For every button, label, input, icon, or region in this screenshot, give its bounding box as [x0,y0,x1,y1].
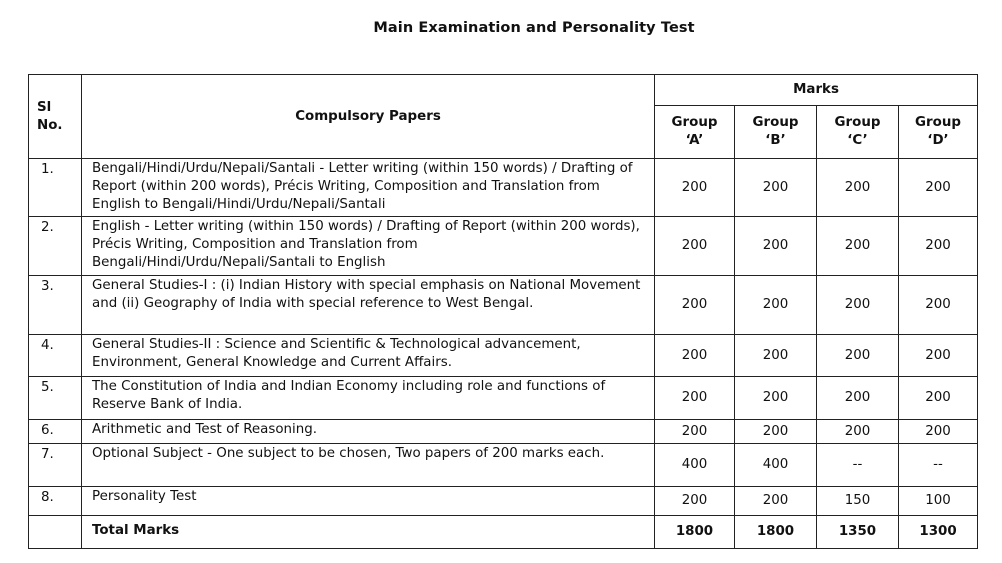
row-mark-group-a: 200 [655,377,735,420]
row-paper: Optional Subject - One subject to be chosen, Two papers of 200 marks each. [82,444,655,487]
table-row [29,420,978,444]
row-sl-no: 2. [29,217,82,276]
table-row [29,444,978,487]
group-b-header [735,106,817,159]
row-mark-group-b: 200 [735,217,817,276]
page-title: Main Examination and Personality Test [373,20,695,36]
sl-no-header [29,75,82,159]
table-row [29,377,978,420]
total-mark-group-a: 1800 [655,516,735,549]
table-row [29,335,978,377]
row-mark-group-a: 200 [655,420,735,444]
row-sl-no: 8. [29,487,82,516]
row-sl-no: 4. [29,335,82,377]
row-paper: General Studies-I : (i) Indian History with special emphasis on National Movement and (ii) Geography of India with special reference to West Bengal. [82,276,655,335]
group-a-header [655,106,735,159]
row-mark-group-c: 200 [817,377,899,420]
row-mark-group-a: 200 [655,335,735,377]
row-mark-group-b: 200 [735,487,817,516]
row-mark-group-d: 200 [899,276,978,335]
row-mark-group-d: 200 [899,377,978,420]
row-mark-group-c: 200 [817,217,899,276]
sl-no-header-line2: No. [37,117,63,133]
total-mark-group-b: 1800 [735,516,817,549]
row-mark-group-a: 200 [655,217,735,276]
row-paper: Bengali/Hindi/Urdu/Nepali/Santali - Letter writing (within 150 words) / Drafting of Report (within 200 words), Précis Writing, Composition and Translation from English to Bengali/Hindi/Urdu/Nepali/Santali [82,159,655,217]
row-mark-group-c: 200 [817,420,899,444]
group-d-word: Group [915,115,961,130]
row-mark-group-b: 200 [735,159,817,217]
row-sl-no: 7. [29,444,82,487]
table-row [29,159,978,217]
row-sl-no: 1. [29,159,82,217]
row-paper: Personality Test [82,487,655,516]
row-mark-group-a: 400 [655,444,735,487]
row-mark-group-c: 200 [817,276,899,335]
group-c-header [817,106,899,159]
header-row [29,75,978,106]
row-sl-no: 3. [29,276,82,335]
row-mark-group-b: 200 [735,420,817,444]
marks-header: Marks [655,75,978,106]
group-c-word: Group [834,115,881,130]
row-paper: Arithmetic and Test of Reasoning. [82,420,655,444]
total-sl-empty [29,516,82,549]
row-paper: General Studies-II : Science and Scientific & Technological advancement, Environment, General Knowledge and Current Affairs. [82,335,655,377]
marks-table [28,74,978,549]
total-mark-group-d: 1300 [899,516,978,549]
row-mark-group-b: 200 [735,276,817,335]
table-row [29,276,978,335]
row-mark-group-d: 200 [899,335,978,377]
group-d-header [899,106,978,159]
total-label: Total Marks [82,516,655,549]
group-d-letter: ‘D’ [927,133,949,148]
row-mark-group-a: 200 [655,159,735,217]
row-mark-group-c: 200 [817,335,899,377]
row-mark-group-a: 200 [655,276,735,335]
row-mark-group-d: 200 [899,159,978,217]
row-mark-group-c: -- [817,444,899,487]
group-a-word: Group [671,115,718,130]
row-mark-group-d: -- [899,444,978,487]
total-mark-group-c: 1350 [817,516,899,549]
row-mark-group-b: 200 [735,377,817,420]
table-row [29,217,978,276]
row-mark-group-a: 200 [655,487,735,516]
row-mark-group-d: 200 [899,217,978,276]
group-b-letter: ‘B’ [765,133,786,148]
row-paper: The Constitution of India and Indian Economy including role and functions of Reserve Bank of India. [82,377,655,420]
row-mark-group-d: 200 [899,420,978,444]
row-sl-no: 6. [29,420,82,444]
row-sl-no: 5. [29,377,82,420]
row-mark-group-b: 400 [735,444,817,487]
compulsory-papers-header: Compulsory Papers [82,75,655,159]
row-paper: English - Letter writing (within 150 words) / Drafting of Report (within 200 words), Précis Writing, Composition and Translation from Bengali/Hindi/Urdu/Nepali/Santali to English [82,217,655,276]
group-c-letter: ‘C’ [847,133,868,148]
row-mark-group-d: 100 [899,487,978,516]
group-b-word: Group [752,115,799,130]
table-row [29,487,978,516]
sl-no-header-line1: Sl [37,99,52,115]
row-mark-group-c: 200 [817,159,899,217]
row-mark-group-c: 150 [817,487,899,516]
row-mark-group-b: 200 [735,335,817,377]
group-a-letter: ‘A’ [685,133,704,148]
total-row [29,516,978,549]
